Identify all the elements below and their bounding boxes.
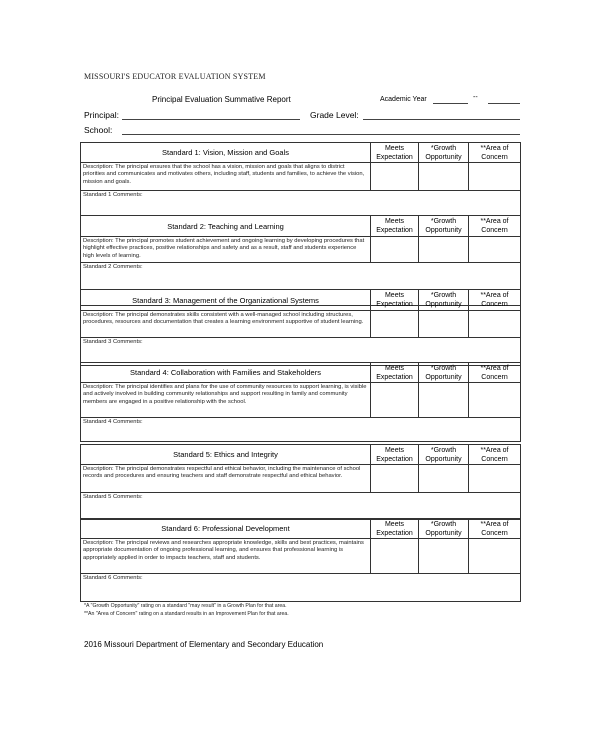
standard-table-5 (80, 444, 521, 520)
standard-comments[interactable]: Standard 5 Comments: (81, 493, 521, 520)
growth-opportunity-cell[interactable] (419, 383, 469, 418)
academic-year-end-field[interactable] (488, 103, 520, 104)
meets-expectation-cell[interactable] (371, 465, 419, 493)
growth-opportunity-header: *Growth Opportunity (419, 445, 469, 465)
standard-table-3 (80, 289, 521, 366)
growth-opportunity-header: *Growth Opportunity (419, 519, 469, 539)
standard-comments[interactable]: Standard 1 Comments: (81, 191, 521, 237)
school-label: School: (84, 125, 113, 135)
academic-year-label: Academic Year (380, 96, 427, 103)
grade-level-field[interactable] (363, 119, 520, 120)
growth-opportunity-cell[interactable] (419, 237, 469, 263)
meets-expectation-header: Meets Expectation (371, 143, 419, 163)
academic-year-start-field[interactable] (433, 103, 468, 104)
meets-expectation-cell[interactable] (371, 311, 419, 338)
standard-comments[interactable]: Standard 2 Comments: (81, 263, 521, 306)
growth-opportunity-cell[interactable] (419, 163, 469, 191)
standard-description: Description: The principal ensures that the school has a vision, mission and goals that aligns to district priorities and communicates and motivates others, including staff, students and families, to achieve the vision, mission and goals. (81, 163, 371, 191)
area-of-concern-cell[interactable] (469, 163, 521, 191)
meets-expectation-cell[interactable] (371, 383, 419, 418)
academic-year-separator: -- (473, 94, 478, 101)
standard-description: Description: The principal reviews and researches appropriate knowledge, skills and best practices, maintains appropriate documentation of ongoing professional learning, and ensures that professional learning is appropriately applied in order to impacts teachers, staff and students. (81, 539, 371, 574)
standard-name: Standard 4: Collaboration with Families and Stakeholders (81, 363, 371, 383)
standard-comments[interactable]: Standard 4 Comments: (81, 418, 521, 442)
standard-name: Standard 5: Ethics and Integrity (81, 445, 371, 465)
area-of-concern-cell[interactable] (469, 311, 521, 338)
area-of-concern-cell[interactable] (469, 539, 521, 574)
growth-opportunity-header: *Growth Opportunity (419, 143, 469, 163)
grade-level-label: Grade Level: (310, 110, 359, 120)
area-of-concern-cell[interactable] (469, 237, 521, 263)
growth-opportunity-header: *Growth Opportunity (419, 216, 469, 237)
area-of-concern-header: **Area of Concern (469, 216, 521, 237)
meets-expectation-cell[interactable] (371, 237, 419, 263)
principal-label: Principal: (84, 110, 119, 120)
standard-name: Standard 3: Management of the Organizational Systems (81, 290, 371, 311)
area-of-concern-header: **Area of Concern (469, 143, 521, 163)
meets-expectation-cell[interactable] (371, 163, 419, 191)
standard-table-6 (80, 518, 521, 602)
school-field[interactable] (122, 134, 520, 135)
area-of-concern-header: **Area of Concern (469, 290, 521, 311)
standard-description: Description: The principal demonstrates skills consistent with a well-managed school including structures, procedures, resources and documentation that creates a learning environment supportive of student learning. (81, 311, 371, 338)
principal-field[interactable] (122, 119, 300, 120)
growth-opportunity-cell[interactable] (419, 465, 469, 493)
meets-expectation-header: Meets Expectation (371, 519, 419, 539)
footnote-concern: **An "Area of Concern" rating on a standard results in an Improvement Plan for that area. (84, 611, 289, 617)
meets-expectation-header: Meets Expectation (371, 363, 419, 383)
area-of-concern-cell[interactable] (469, 465, 521, 493)
growth-opportunity-cell[interactable] (419, 311, 469, 338)
standard-name: Standard 2: Teaching and Learning (81, 216, 371, 237)
standard-table-4 (80, 362, 521, 442)
area-of-concern-header: **Area of Concern (469, 445, 521, 465)
standard-name: Standard 1: Vision, Mission and Goals (81, 143, 371, 163)
standard-name: Standard 6: Professional Development (81, 519, 371, 539)
area-of-concern-header: **Area of Concern (469, 363, 521, 383)
meets-expectation-header: Meets Expectation (371, 290, 419, 311)
growth-opportunity-header: *Growth Opportunity (419, 290, 469, 311)
standard-description: Description: The principal promotes student achievement and ongoing learning by developing procedures that highlight effective practices, positive relationships and safety and as a result, staff and students experience high levels of learning. (81, 237, 371, 263)
area-of-concern-header: **Area of Concern (469, 519, 521, 539)
standard-comments[interactable]: Standard 6 Comments: (81, 574, 521, 602)
footer-text: 2016 Missouri Department of Elementary and Secondary Education (84, 640, 324, 649)
standard-description: Description: The principal demonstrates respectful and ethical behavior, including the maintenance of school records and procedures and ensuring teachers and staff demonstrate respectful and ethical behavior. (81, 465, 371, 493)
standard-description: Description: The principal identifies and plans for the use of community resources to support learning, is visible and actively involved in building community relationships and support resulting in family and community members are engaged in a positive relationship with the school. (81, 383, 371, 418)
meets-expectation-header: Meets Expectation (371, 445, 419, 465)
area-of-concern-cell[interactable] (469, 383, 521, 418)
meets-expectation-cell[interactable] (371, 539, 419, 574)
growth-opportunity-header: *Growth Opportunity (419, 363, 469, 383)
report-title: Principal Evaluation Summative Report (152, 95, 291, 104)
system-name: MISSOURI'S EDUCATOR EVALUATION SYSTEM (84, 72, 266, 81)
growth-opportunity-cell[interactable] (419, 539, 469, 574)
meets-expectation-header: Meets Expectation (371, 216, 419, 237)
standard-comments[interactable]: Standard 3 Comments: (81, 338, 521, 366)
footnote-growth: *A "Growth Opportunity" rating on a standard "may result" in a Growth Plan for that area. (84, 603, 287, 609)
